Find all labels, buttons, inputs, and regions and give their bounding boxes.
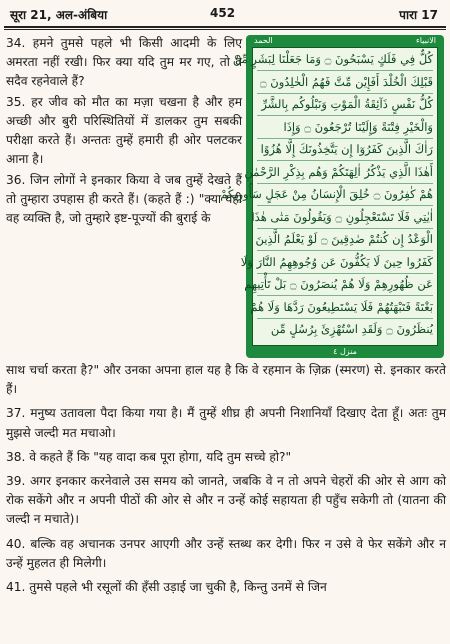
verse-34: 34. हमने तुमसे पहले भी किसी आदमी के लिए अमरता नहीं रखी। फिर क्या यदि तुम मर गए, तो वे सदैव रहनेवाले हैं?: [6, 36, 242, 88]
arabic-line: يُنظَرُونَ ۝ وَلَقَدِ اسْتُهْزِئَ بِرُسُلٍ مِّن: [270, 322, 433, 336]
header-rule-thin: [4, 29, 446, 30]
page-number: 452: [210, 6, 236, 20]
arabic-line: كُلُّ نَفْسٍ ذَآئِقَةُ الْمَوْتِ وَنَبْلُوكُم بِالشَّرِّ: [261, 97, 433, 111]
arabic-line: كُلٌّ فِي فَلَكٍ يَسْبَحُونَ ۝ وَمَا جَعَلْنَا لِبَشَرٍ مِّنْ: [232, 52, 433, 66]
arabic-line: كَفَرُوا حِينَ لَا يَكُفُّونَ عَن وُجُوهِهِمُ النَّارَ وَلَا: [240, 254, 433, 269]
verse-40: 40. बल्कि वह अचानक उनपर आएगी और उन्हें स्तब्ध कर देगी। फिर न उसे वे फेर सकेंगे और न उन्हें मुहलत ही मिलेगी।: [6, 536, 446, 570]
verse-41-part: 41. तुमसे पहले भी रसूलों की हँसी उड़ाई जा चुकी है, किन्तु उनमें से जिन: [6, 580, 327, 595]
arabic-line: اٰيٰتِي فَلَا تَسْتَعْجِلُونِ ۝ وَيَقُولُونَ مَتٰى هٰذَا: [251, 209, 433, 224]
arabic-line: بَغْتَةً فَتَبْهَتُهُمْ فَلَا يَسْتَطِيعُونَ رَدَّهَا وَلَا هُمْ: [250, 299, 433, 314]
arabic-line-separator: [257, 318, 433, 319]
verse-37: 37. मनुष्य उतावला पैदा किया गया है। मैं तुम्हें शीघ्र ही अपनी निशानियाँ दिखाए देता हूँ। अतः तुम मुझसे जल्दी मत मचाओ।: [6, 406, 446, 440]
frame-label-left: الحمد: [254, 36, 273, 45]
verse-36-continued: साथ चर्चा करता है?" और उनका अपना हाल यह है कि वे रहमान के ज़िक्र (स्मरण) से. इनकार करते हैं।: [6, 363, 446, 397]
arabic-line-separator: [257, 295, 433, 296]
arabic-line-separator: [257, 160, 433, 161]
arabic-line: الْوَعْدُ إِن كُنتُمْ صٰدِقِينَ ۝ لَوْ يَعْلَمُ الَّذِينَ: [255, 232, 433, 246]
page-header: [4, 2, 446, 28]
arabic-line: أَهٰذَا الَّذِي يَذْكُرُ اٰلِهَتَكُمْ وَهُم بِذِكْرِ الرَّحْمٰنِ: [244, 164, 433, 179]
translation-left-column: [6, 34, 242, 230]
para-label: पारा 17: [399, 8, 438, 22]
arabic-line-separator: [257, 273, 433, 274]
arabic-line-separator: [257, 115, 433, 116]
arabic-line-separator: [257, 205, 433, 206]
arabic-frame-top: [246, 36, 444, 46]
arabic-line: قَبْلِكَ الْخُلْدَ أَفَإِيْن مِّتَّ فَهُمُ الْخٰلِدُونَ ۝: [259, 74, 433, 89]
arabic-line-separator: [257, 93, 433, 94]
arabic-text-panel: [220, 35, 444, 358]
verse-35: 35. हर जीव को मौत का मज़ा चखना है और हम अच्छी और बुरी परिस्थितियों में डालकर तुम सबकी परीक्षा करते हैं। अन्ततः तुम्हें हमारी ही ओर पलटकर आना है।: [6, 95, 242, 166]
verse-36-part: 36. जिन लोगों ने इनकार किया वे जब तुम्हें देखते हैं तो तुम्हारा उपहास ही करते हैं। (कहते हैं :) "क्या यही वह व्यक्ति है, जो तुम्हारे इष्ट-पूज्यों की बुराई के: [6, 173, 242, 225]
verse-39: 39. अगर इनकार करनेवाले उस समय को जानते, जबकि वे न तो अपने चेहरों की ओर से आग को रोक सकेंगे और न अपनी पीठों की ओर से और न उन्हें कोई सहायता ही पहुँच सकेगी तो (यातना की जल्दी न मचाते)।: [6, 474, 446, 527]
verse-38: 38. वे कहते हैं कि "यह वादा कब पूरा होगा, यदि तुम सच्चे हो?": [6, 449, 292, 464]
arabic-line-separator: [257, 228, 433, 229]
arabic-line: هُمْ كٰفِرُونَ ۝ خُلِقَ الْإِنسَانُ مِنْ عَجَلٍ سَأُورِيكُمْ: [220, 187, 433, 201]
arabic-line-separator: [257, 183, 433, 184]
arabic-line: عَن ظُهُورِهِمْ وَلَا هُمْ يُنصَرُونَ ۝ بَلْ تَأْتِيهِم: [244, 277, 433, 291]
arabic-line-separator: [257, 250, 433, 251]
arabic-text-area: [220, 47, 438, 346]
surah-title: सूरा 21, अल-अंबिया: [10, 8, 108, 22]
arabic-frame-bottom: منزل ٤: [333, 347, 357, 356]
translation-full-width: [6, 361, 446, 602]
header-rule: [4, 26, 446, 28]
arabic-line: وَالْخَيْرِ فِتْنَةً وَإِلَيْنَا تُرْجَعُونَ ۝ وَإِذَا: [283, 119, 433, 134]
arabic-line: رَاٰكَ الَّذِينَ كَفَرُوٓا إِن يَتَّخِذُونَكَ إِلَّا هُزُوًا: [260, 142, 433, 156]
arabic-line-separator: [257, 70, 433, 71]
arabic-line-separator: [257, 138, 433, 139]
frame-label-right: الانبياء: [415, 36, 436, 45]
